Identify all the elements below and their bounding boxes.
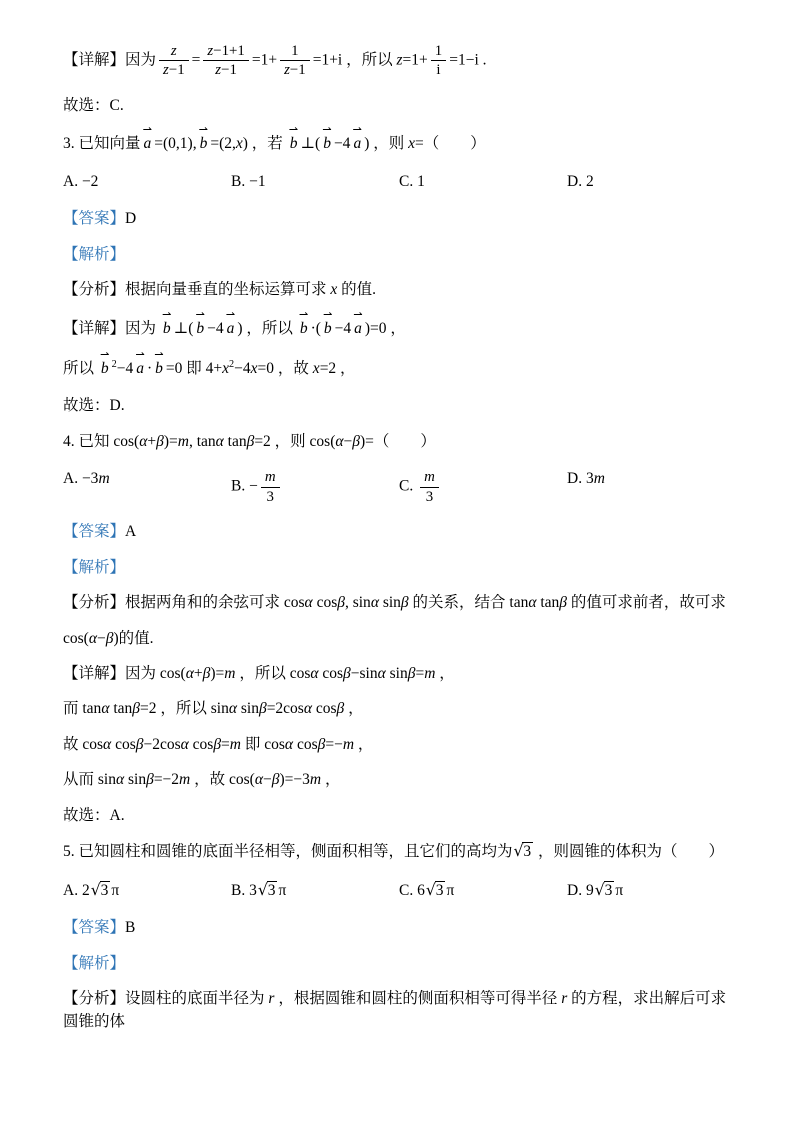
q5-jiexi-label: 【解析】: [63, 954, 126, 972]
q4-answer-choice: 故选：A.: [63, 806, 125, 824]
q5-options-row: [63, 879, 735, 902]
q5-option-b: B. 3√3 π: [231, 880, 287, 899]
q3-option-d: D. 2: [567, 172, 594, 190]
q5-option-a: A. 2√3 π: [63, 880, 120, 899]
q3-question: 3. 已知向量 ⇀ a =(0,1), ⇀ b =(2,x) ，若 ⇀ b ⊥( ⇀ b −4 ⇀ a ) ，则 x=（ ）: [63, 123, 486, 153]
q4-solution-detail-line4: 从而 sinα sinβ=−2m ，故 cos(α−β)=−3m ，: [63, 771, 341, 789]
q3-jiexi-label: 【解析】: [63, 245, 126, 263]
q4-option-c: C. $\frac{m}{3}$: [399, 468, 567, 506]
q4-answer-label: 【答案】A: [63, 523, 137, 541]
q4-jiexi-label: 【解析】: [63, 558, 126, 576]
q5-analysis: 【分析】设圆柱的底面半径为 r ，根据圆锥和圆柱的侧面积相等可得半径 r 的方程，求出解后可求圆锥的体: [63, 990, 727, 1030]
q5-option-c: C. 6√3 π: [399, 880, 455, 899]
q4-solution-detail-line3: 故 cosα cosβ−2cosα cosβ=m 即 cosα cosβ=−m ，: [63, 735, 374, 753]
q4-options-row: [63, 468, 735, 506]
q4-option-d: D. 3m: [567, 470, 605, 488]
q3-option-a: A. −2: [63, 172, 99, 190]
q4-option-b: B. − $\frac{m}{3}$: [231, 468, 399, 506]
q3-options-row: [63, 171, 735, 193]
q2-solution-detail: 【详解】因为 $\frac{z}{z-1}$ = $\frac{z-1+1}{z-1}$ =1+ $\frac{1}{z-1}$ =1+i ，所以 z=1+ $\frac{1}{i}$ =1−i .: [63, 43, 487, 79]
q4-question: 4. 已知 cos(α+β)=m, tanα tanβ=2 ，则 cos(α−β)=（ ）: [63, 432, 436, 450]
q3-solution-detail-line2: 所以 ⇀ b $^2$−4 ⇀ a · ⇀ b =0 即 $4+x^2-4x=0$ ，故 x=2 ，: [63, 348, 356, 377]
q3-answer-label: 【答案】D: [63, 210, 137, 228]
q2-answer-choice: 故选：C.: [63, 96, 124, 114]
q3-answer-choice: 故选：D.: [63, 397, 125, 415]
q4-solution-detail-line2: 而 tanα tanβ=2 ，所以 sinα sinβ=2cosα cosβ ，: [63, 700, 364, 718]
q5-question: 5. 已知圆柱和圆锥的底面半径相等，侧面积相等，且它们的高均为√3 ，则圆锥的体积为（ ）: [63, 842, 725, 861]
q5-answer-label: 【答案】B: [63, 919, 136, 937]
q5-option-d: D. 9√3 π: [567, 880, 624, 899]
q3-analysis: 【分析】根据向量垂直的坐标运算可求 x 的值.: [63, 281, 377, 299]
q3-option-b: B. −1: [231, 172, 266, 190]
q4-analysis-line2: cos(α−β)的值.: [63, 629, 154, 647]
q4-analysis-line1: 【分析】根据两角和的余弦可求 cosα cosβ, sinα sinβ 的关系，结合 tanα tanβ 的值可求前者，故可求: [63, 594, 726, 612]
q4-option-a: A. −3m: [63, 470, 110, 488]
q3-solution-detail-line1: 【详解】因为 ⇀ b ⊥( ⇀ b −4 ⇀ a ) ，所以 ⇀ b ·( ⇀ b −4 ⇀ a )=0 ，: [63, 307, 406, 337]
q3-option-c: C. 1: [399, 172, 425, 190]
q4-solution-detail-line1: 【详解】因为 cos(α+β)=m ，所以 cosα cosβ−sinα sinβ=m ，: [63, 665, 455, 682]
